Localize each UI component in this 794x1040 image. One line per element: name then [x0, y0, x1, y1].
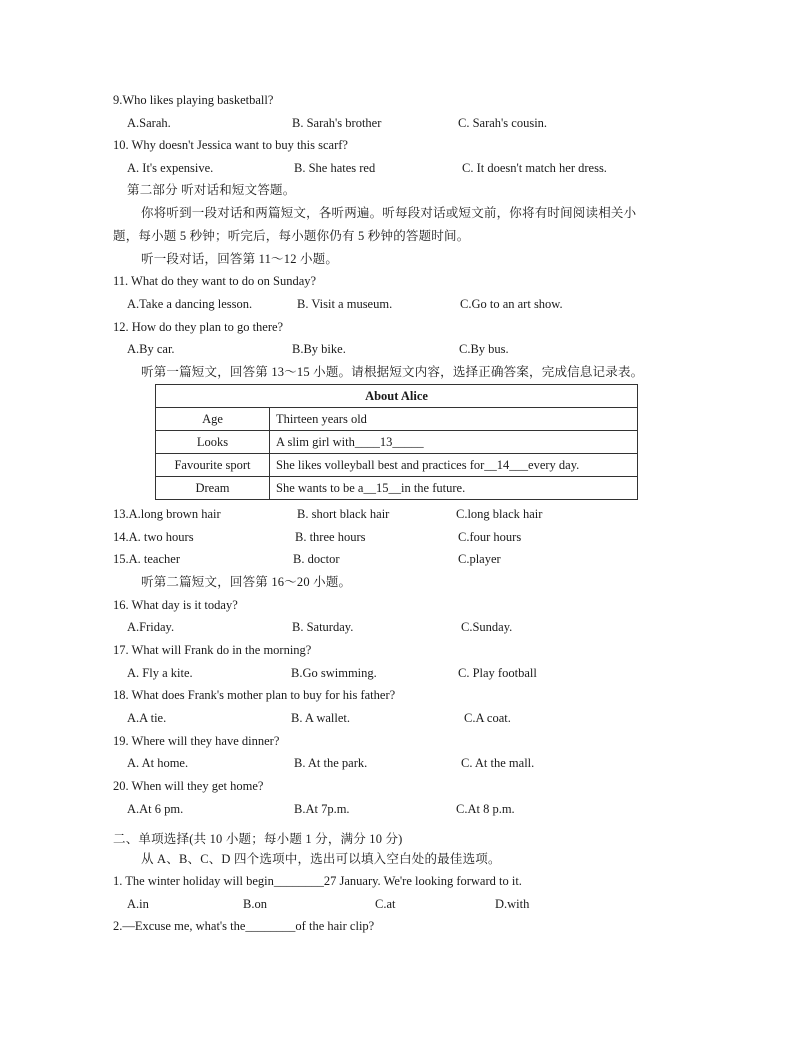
q15-option-c: C.player [458, 552, 501, 566]
q19-option-c: C. At the mall. [461, 756, 535, 770]
mc1-option-c: C.at [375, 897, 396, 911]
question-16-stem: 16. What day is it today? [113, 598, 238, 612]
q16-option-b: B. Saturday. [292, 620, 354, 634]
mc1-option-d: D.with [495, 897, 530, 911]
row-label-age: Age [156, 408, 270, 431]
question-9-stem: 9.Who likes playing basketball? [113, 93, 274, 107]
row-value-dream: She wants to be a__15__in the future. [270, 477, 638, 500]
q13-option-b: B. short black hair [297, 507, 390, 521]
passage2-intro: 听第二篇短文，回答第 16～20 小题。 [141, 575, 352, 589]
passage1-intro: 听第一篇短文，回答第 13～15 小题。请根据短文内容，选择正确答案，完成信息记录表。 [141, 365, 644, 379]
q18-option-a: A.A tie. [127, 711, 167, 725]
part2-heading: 第二部分 听对话和短文答题。 [127, 183, 296, 197]
row-label-looks: Looks [156, 431, 270, 454]
q16-option-a: A.Friday. [127, 620, 175, 634]
table-row [156, 477, 638, 500]
mc-question-2-stem: 2.—Excuse me, what's the________of the hair clip? [113, 919, 375, 933]
q15-option-b: B. doctor [293, 552, 340, 566]
q11-option-c: C.Go to an art show. [460, 297, 563, 311]
mc1-option-a: A.in [127, 897, 149, 911]
mc1-option-b: B.on [243, 897, 267, 911]
q19-option-b: B. At the park. [294, 756, 368, 770]
q17-option-a: A. Fly a kite. [127, 666, 193, 680]
table-row [156, 454, 638, 477]
section2-heading: 二、单项选择(共 10 小题；每小题 1 分，满分 10 分) [113, 832, 403, 846]
q12-option-a: A.By car. [127, 342, 175, 356]
q19-option-a: A. At home. [127, 756, 189, 770]
q9-option-b: B. Sarah's brother [292, 116, 382, 130]
q16-option-c: C.Sunday. [461, 620, 513, 634]
table-row [156, 408, 638, 431]
row-value-age: Thirteen years old [270, 408, 638, 431]
q13-option-c: C.long black hair [456, 507, 543, 521]
q10-option-a: A. It's expensive. [127, 161, 214, 175]
q15-option-a: 15.A. teacher [113, 552, 180, 566]
dialogue-intro: 听一段对话，回答第 11～12 小题。 [141, 252, 339, 266]
q14-option-a: 14.A. two hours [113, 530, 194, 544]
q9-option-a: A.Sarah. [127, 116, 171, 130]
row-value-looks: A slim girl with____13_____ [270, 431, 638, 454]
q11-option-b: B. Visit a museum. [297, 297, 393, 311]
part2-instruction-line2: 题，每小题 5 秒钟；听完后，每小题你仍有 5 秒钟的答题时间。 [113, 229, 470, 243]
row-label-sport: Favourite sport [156, 454, 270, 477]
q20-option-c: C.At 8 p.m. [456, 802, 515, 816]
q10-option-c: C. It doesn't match her dress. [462, 161, 607, 175]
question-19-stem: 19. Where will they have dinner? [113, 734, 280, 748]
q12-option-c: C.By bus. [459, 342, 509, 356]
question-18-stem: 18. What does Frank's mother plan to buy for his father? [113, 688, 396, 702]
q17-option-c: C. Play football [458, 666, 537, 680]
q13-option-a: 13.A.long brown hair [113, 507, 221, 521]
question-17-stem: 17. What will Frank do in the morning? [113, 643, 312, 657]
question-10-stem: 10. Why doesn't Jessica want to buy this scarf? [113, 138, 348, 152]
q18-option-b: B. A wallet. [291, 711, 351, 725]
q17-option-b: B.Go swimming. [291, 666, 377, 680]
q20-option-b: B.At 7p.m. [294, 802, 350, 816]
q18-option-c: C.A coat. [464, 711, 511, 725]
alice-info-table [155, 384, 638, 500]
question-11-stem: 11. What do they want to do on Sunday? [113, 274, 317, 288]
q11-option-a: A.Take a dancing lesson. [127, 297, 253, 311]
q9-option-c: C. Sarah's cousin. [458, 116, 548, 130]
row-label-dream: Dream [156, 477, 270, 500]
q14-option-c: C.four hours [458, 530, 522, 544]
q12-option-b: B.By bike. [292, 342, 346, 356]
question-12-stem: 12. How do they plan to go there? [113, 320, 284, 334]
table-title: About Alice [156, 385, 638, 408]
q10-option-b: B. She hates red [294, 161, 376, 175]
row-value-sport: She likes volleyball best and practices for__14___every day. [270, 454, 638, 477]
section2-instruction: 从 A、B、C、D 四个选项中，选出可以填入空白处的最佳选项。 [141, 852, 501, 866]
part2-instruction-line1: 你将听到一段对话和两篇短文，各听两遍。听每段对话或短文前，你将有时间阅读相关小 [141, 206, 637, 220]
q20-option-a: A.At 6 pm. [127, 802, 184, 816]
q14-option-b: B. three hours [295, 530, 366, 544]
mc-question-1-stem: 1. The winter holiday will begin________27 January. We're looking forward to it. [113, 874, 522, 888]
table-row [156, 431, 638, 454]
question-20-stem: 20. When will they get home? [113, 779, 264, 793]
